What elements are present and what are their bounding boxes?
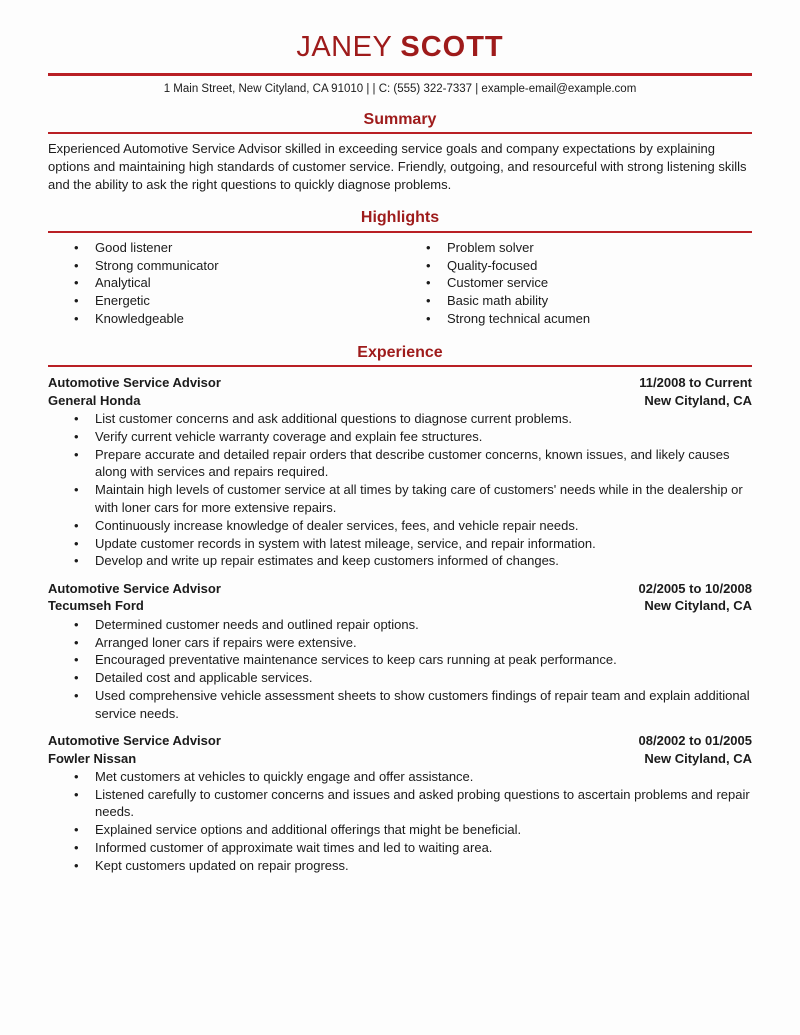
job-bullets bbox=[48, 410, 752, 570]
job-entry bbox=[48, 374, 752, 569]
highlight-item: • Problem solver bbox=[400, 239, 752, 256]
highlights-columns bbox=[48, 239, 752, 329]
job-location: New Cityland, CA bbox=[644, 598, 752, 614]
summary-text: Experienced Automotive Service Advisor skilled in exceeding service goals and company expectations by explaining options and maintaining high standards of customer service. Friendly, outgoing, and resourceful with strong listening skills and the ability to ask the right questions to quickly diagnose problems. bbox=[48, 141, 747, 192]
highlight-item: • Strong communicator bbox=[48, 257, 400, 274]
job-bullet: • List customer concerns and ask additional questions to diagnose current problems. bbox=[48, 410, 752, 427]
highlight-item: • Energetic bbox=[48, 292, 400, 309]
job-dates: 02/2005 to 10/2008 bbox=[638, 580, 752, 596]
highlight-item: • Customer service bbox=[400, 274, 752, 291]
job-bullet: • Develop and write up repair estimates and keep customers informed of changes. bbox=[48, 552, 752, 569]
page-title bbox=[48, 32, 752, 64]
job-bullet: • Listened carefully to customer concerns and issues and asked probing questions to ascertain problems and repair needs. bbox=[48, 786, 752, 821]
job-title-row bbox=[48, 374, 752, 391]
job-company-row bbox=[48, 750, 752, 767]
job-location: New Cityland, CA bbox=[644, 750, 752, 766]
summary-divider bbox=[48, 132, 752, 134]
highlight-item: • Knowledgeable bbox=[48, 310, 400, 327]
job-bullet: • Met customers at vehicles to quickly engage and offer assistance. bbox=[48, 768, 752, 785]
first-name: JANEY bbox=[296, 31, 392, 63]
job-company: Tecumseh Ford bbox=[48, 598, 144, 614]
job-entry bbox=[48, 732, 752, 874]
job-bullets bbox=[48, 768, 752, 874]
highlights-heading: Highlights bbox=[360, 209, 440, 227]
job-dates: 11/2008 to Current bbox=[639, 375, 752, 391]
header-divider bbox=[48, 73, 752, 76]
job-company: Fowler Nissan bbox=[48, 750, 137, 766]
job-bullet: • Verify current vehicle warranty coverage and explain fee structures. bbox=[48, 428, 752, 445]
highlights-divider bbox=[48, 231, 752, 233]
job-company-row bbox=[48, 597, 752, 614]
job-company: General Honda bbox=[48, 392, 141, 408]
experience-heading: Experience bbox=[357, 344, 443, 362]
highlights-right-column bbox=[400, 239, 752, 329]
job-bullet: • Prepare accurate and detailed repair orders that describe customer concerns, known issues, and likely causes along with services and repairs required. bbox=[48, 446, 752, 481]
section-summary bbox=[48, 110, 752, 194]
section-highlights bbox=[48, 208, 752, 328]
job-title-row bbox=[48, 580, 752, 597]
job-title: Automotive Service Advisor bbox=[48, 733, 221, 749]
job-entry bbox=[48, 580, 752, 722]
section-experience bbox=[48, 343, 752, 874]
experience-divider bbox=[48, 365, 752, 367]
job-bullets bbox=[48, 616, 752, 722]
job-title: Automotive Service Advisor bbox=[48, 375, 221, 391]
job-bullet: • Maintain high levels of customer service at all times by taking care of customers' needs while in the dealership or with loner cars for more extensive repairs. bbox=[48, 481, 752, 516]
job-bullet: • Kept customers updated on repair progress. bbox=[48, 857, 752, 874]
job-bullet: • Update customer records in system with latest mileage, service, and repair information. bbox=[48, 535, 752, 552]
job-bullet: • Detailed cost and applicable services. bbox=[48, 669, 752, 686]
job-bullet: • Informed customer of approximate wait times and led to waiting area. bbox=[48, 839, 752, 856]
job-title: Automotive Service Advisor bbox=[48, 580, 221, 596]
highlight-item: • Strong technical acumen bbox=[400, 310, 752, 327]
highlight-item: • Analytical bbox=[48, 274, 400, 291]
job-location: New Cityland, CA bbox=[644, 392, 752, 408]
job-bullet: • Used comprehensive vehicle assessment sheets to show customers findings of repair team and explain additional service needs. bbox=[48, 687, 752, 722]
job-dates: 08/2002 to 01/2005 bbox=[638, 733, 752, 749]
job-bullet: • Explained service options and additional offerings that might be beneficial. bbox=[48, 821, 752, 838]
highlights-left-column bbox=[48, 239, 400, 329]
job-bullet: • Determined customer needs and outlined repair options. bbox=[48, 616, 752, 633]
job-bullet: • Encouraged preventative maintenance services to keep cars running at peak performance. bbox=[48, 651, 752, 668]
resume-header bbox=[48, 32, 752, 95]
last-name: SCOTT bbox=[400, 31, 504, 63]
highlight-item: • Good listener bbox=[48, 239, 400, 256]
contact-line: 1 Main Street, New Cityland, CA 91010 | | C: (555) 322-7337 | example-email@example.com bbox=[163, 82, 637, 95]
job-bullet: • Arranged loner cars if repairs were extensive. bbox=[48, 634, 752, 651]
highlight-item: • Quality-focused bbox=[400, 257, 752, 274]
job-title-row bbox=[48, 732, 752, 749]
highlight-item: • Basic math ability bbox=[400, 292, 752, 309]
job-bullet: • Continuously increase knowledge of dealer services, fees, and vehicle repair needs. bbox=[48, 517, 752, 534]
summary-heading: Summary bbox=[363, 110, 437, 128]
job-company-row bbox=[48, 392, 752, 409]
